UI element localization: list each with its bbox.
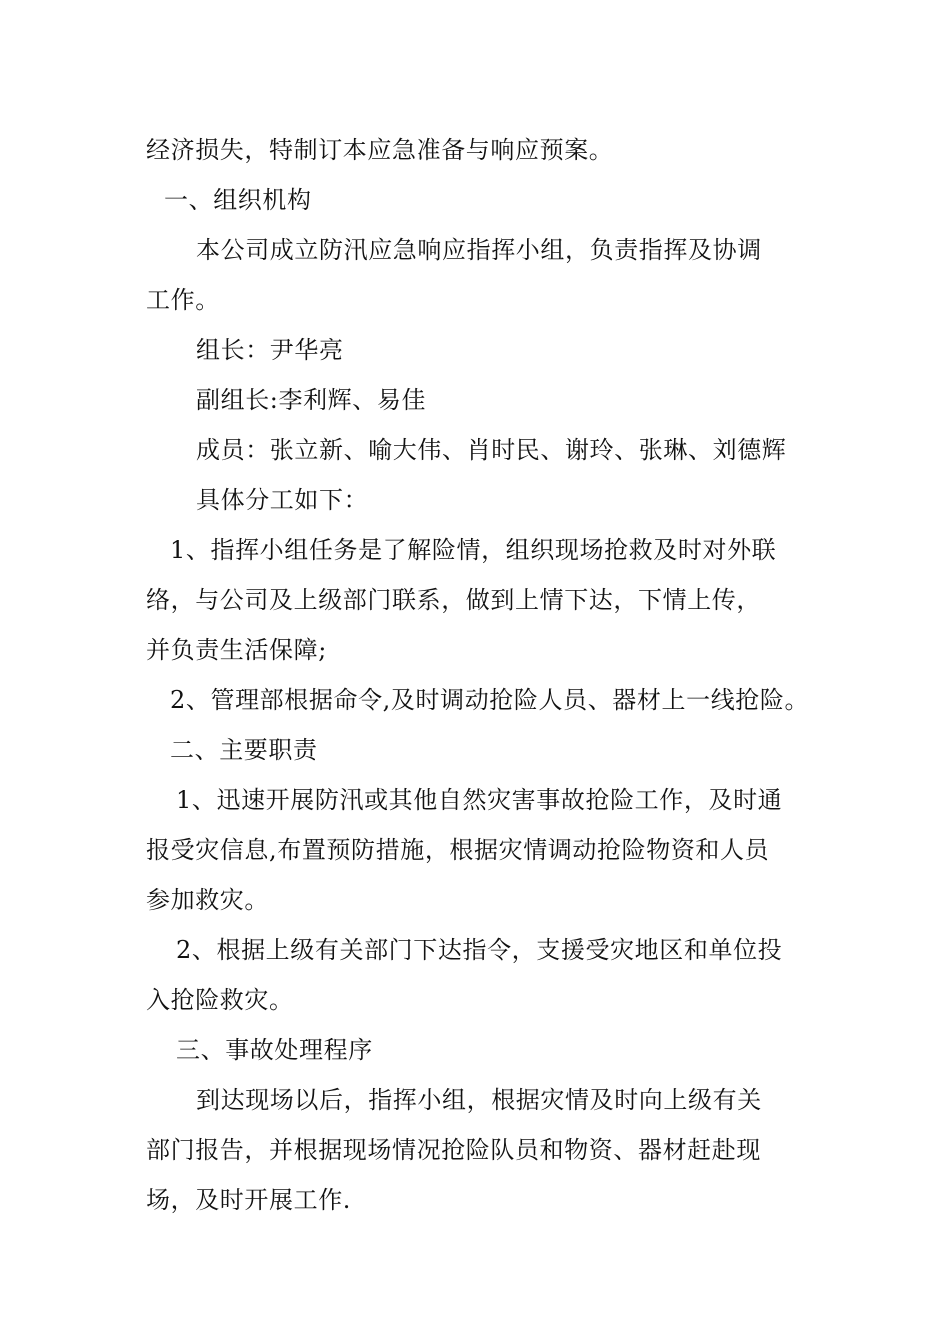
paragraph-line: 经济损失，特制订本应急准备与响应预案。: [146, 136, 614, 164]
paragraph-line: 络，与公司及上级部门联系，做到上情下达，下情上传，: [146, 586, 761, 614]
paragraph-line: 组长：尹华亮: [196, 336, 344, 364]
paragraph-line: 场，及时开展工作.: [146, 1186, 352, 1214]
section-heading: 二、主要职责: [170, 736, 318, 764]
paragraph-line: 2、管理部根据命令,及时调动抢险人员、器材上一线抢险。: [170, 686, 810, 714]
paragraph-line: 成员：张立新、喻大伟、肖时民、谢玲、张琳、刘德辉: [196, 436, 787, 464]
paragraph-line: 到达现场以后，指挥小组，根据灾情及时向上级有关: [196, 1086, 762, 1114]
paragraph-line: 参加救灾。: [146, 886, 269, 914]
section-heading: 一、组织机构: [164, 186, 312, 214]
section-heading: 三、事故处理程序: [176, 1036, 373, 1064]
paragraph-line: 部门报告，并根据现场情况抢险队员和物资、器材赶赴现: [146, 1136, 761, 1164]
paragraph-line: 1、指挥小组任务是了解险情，组织现场抢救及时对外联: [170, 536, 777, 564]
paragraph-line: 本公司成立防汛应急响应指挥小组，负责指挥及协调: [196, 236, 762, 264]
paragraph-line: 入抢险救灾。: [146, 986, 294, 1014]
paragraph-line: 副组长:李利辉、易佳: [196, 386, 427, 414]
paragraph-line: 2、根据上级有关部门下达指令，支援受灾地区和单位投: [176, 936, 783, 964]
paragraph-line: 具体分工如下：: [196, 486, 369, 514]
paragraph-line: 报受灾信息,布置预防措施，根据灾情调动抢险物资和人员: [146, 836, 770, 864]
paragraph-line: 工作。: [146, 286, 220, 314]
paragraph-line: 1、迅速开展防汛或其他自然灾害事故抢险工作，及时通: [176, 786, 783, 814]
paragraph-line: 并负责生活保障;: [146, 636, 327, 664]
